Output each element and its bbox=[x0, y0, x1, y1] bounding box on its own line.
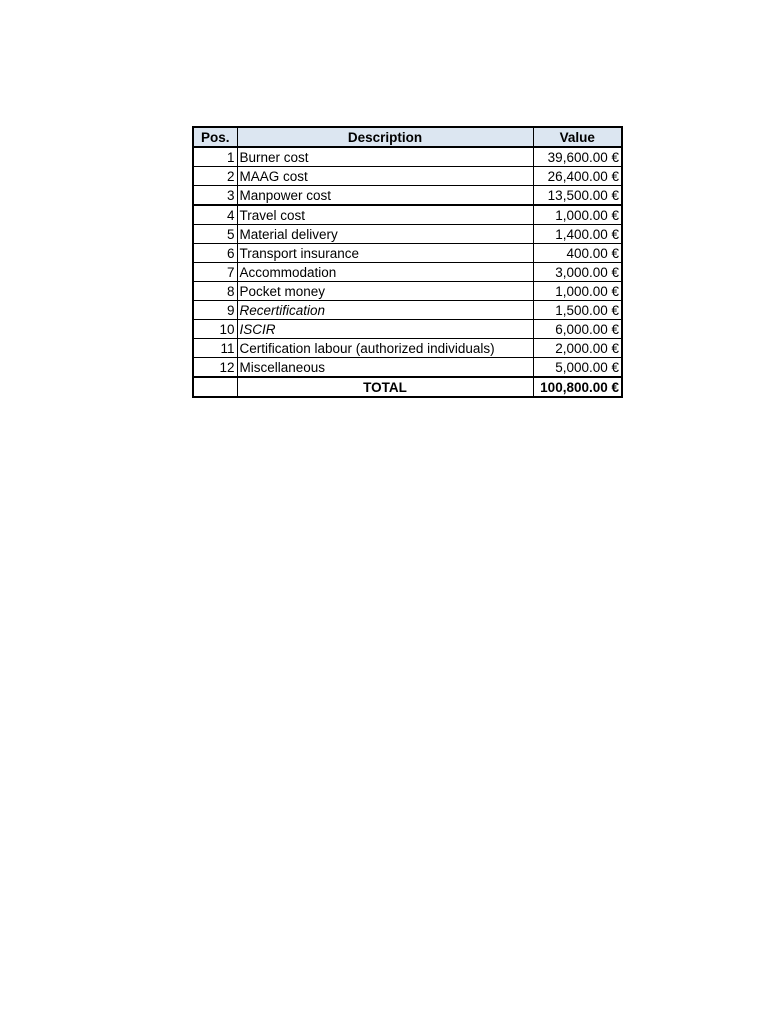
header-value: Value bbox=[533, 127, 622, 147]
total-row bbox=[193, 377, 622, 397]
header-pos: Pos. bbox=[193, 127, 237, 147]
row-pos: 1 bbox=[193, 147, 237, 167]
row-description: Burner cost bbox=[237, 147, 533, 167]
row-description: Travel cost bbox=[237, 205, 533, 225]
row-description: Recertification bbox=[237, 301, 533, 320]
row-value: 39,600.00 € bbox=[533, 147, 622, 167]
row-pos: 6 bbox=[193, 244, 237, 263]
table-row bbox=[193, 186, 622, 206]
row-value: 1,400.00 € bbox=[533, 225, 622, 244]
row-description: Manpower cost bbox=[237, 186, 533, 206]
row-description: Transport insurance bbox=[237, 244, 533, 263]
row-pos: 7 bbox=[193, 263, 237, 282]
table-row bbox=[193, 320, 622, 339]
row-pos: 2 bbox=[193, 167, 237, 186]
row-pos: 8 bbox=[193, 282, 237, 301]
table-row bbox=[193, 263, 622, 282]
row-description: ISCIR bbox=[237, 320, 533, 339]
total-value: 100,800.00 € bbox=[533, 377, 622, 397]
row-value: 1,000.00 € bbox=[533, 282, 622, 301]
row-pos: 11 bbox=[193, 339, 237, 358]
table-row bbox=[193, 205, 622, 225]
table-row bbox=[193, 301, 622, 320]
row-description: MAAG cost bbox=[237, 167, 533, 186]
row-pos: 9 bbox=[193, 301, 237, 320]
row-value: 5,000.00 € bbox=[533, 358, 622, 378]
total-label: TOTAL bbox=[237, 377, 533, 397]
row-pos: 10 bbox=[193, 320, 237, 339]
row-description: Certification labour (authorized individuals) bbox=[237, 339, 533, 358]
row-pos: 12 bbox=[193, 358, 237, 378]
table-row bbox=[193, 147, 622, 167]
table-row bbox=[193, 339, 622, 358]
table-header-row bbox=[193, 127, 622, 147]
table-row bbox=[193, 282, 622, 301]
row-value: 3,000.00 € bbox=[533, 263, 622, 282]
row-value: 6,000.00 € bbox=[533, 320, 622, 339]
row-description: Miscellaneous bbox=[237, 358, 533, 378]
row-value: 400.00 € bbox=[533, 244, 622, 263]
table-row bbox=[193, 358, 622, 378]
header-description: Description bbox=[237, 127, 533, 147]
table-row bbox=[193, 225, 622, 244]
table-row bbox=[193, 244, 622, 263]
row-pos: 3 bbox=[193, 186, 237, 206]
row-value: 1,000.00 € bbox=[533, 205, 622, 225]
row-pos: 5 bbox=[193, 225, 237, 244]
row-value: 1,500.00 € bbox=[533, 301, 622, 320]
row-value: 26,400.00 € bbox=[533, 167, 622, 186]
row-description: Material delivery bbox=[237, 225, 533, 244]
table-row bbox=[193, 167, 622, 186]
cost-table bbox=[192, 126, 623, 398]
row-value: 13,500.00 € bbox=[533, 186, 622, 206]
row-description: Accommodation bbox=[237, 263, 533, 282]
row-value: 2,000.00 € bbox=[533, 339, 622, 358]
row-description: Pocket money bbox=[237, 282, 533, 301]
total-pos-empty bbox=[193, 377, 237, 397]
row-pos: 4 bbox=[193, 205, 237, 225]
